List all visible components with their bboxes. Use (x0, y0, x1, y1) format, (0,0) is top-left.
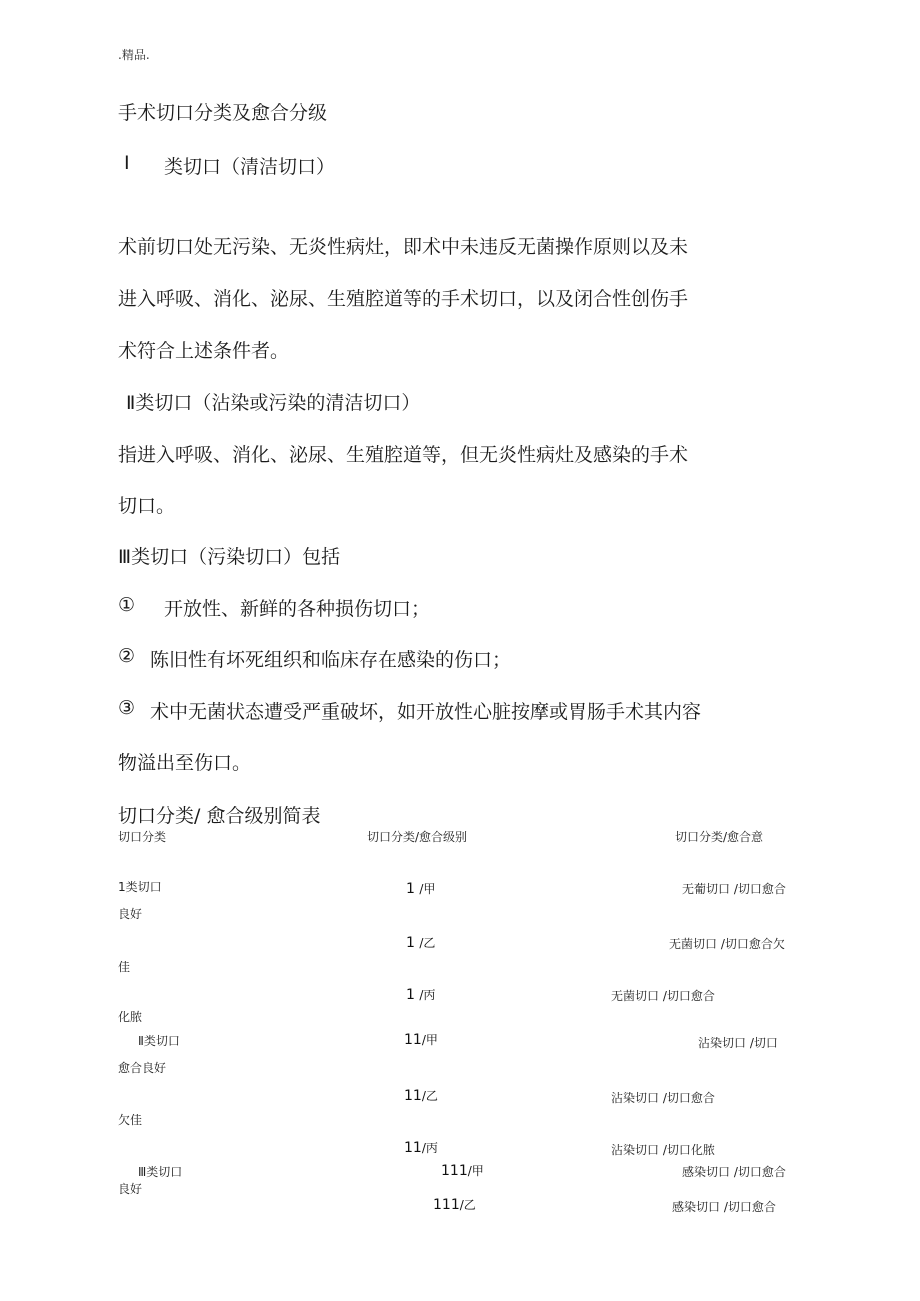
para1-line1: 术前切口处无污染、无炎性病灶，即术中未违反无菌操作原则以及未 (118, 236, 689, 258)
table-title: 切口分类/ 愈合级别简表 (118, 805, 321, 827)
row5-code: 11/乙 (404, 1088, 438, 1104)
item2-marker: ② (118, 645, 136, 667)
table-header-grade: 切口分类/愈合级别 (367, 830, 468, 844)
item3-marker: ③ (118, 697, 136, 719)
para2-line2: 切口。 (118, 495, 176, 517)
row3-desc: 无菌切口 /切口愈合 (611, 989, 715, 1003)
row4-code: 11/甲 (404, 1032, 438, 1048)
row2-desc-wrap: 佳 (118, 960, 131, 974)
page-title: 手术切口分类及愈合分级 (118, 102, 328, 124)
row7-desc-wrap: 良好 (118, 1182, 143, 1196)
item1-marker: ① (118, 594, 136, 616)
row7-desc: 感染切口 /切口愈合 (682, 1165, 786, 1179)
item2-text: 陈旧性有坏死组织和临床存在感染的伤口； (150, 649, 512, 671)
section1-heading: 类切口（清洁切口） (164, 156, 336, 178)
row8-code: 111/乙 (433, 1197, 476, 1213)
item1-text: 开放性、新鲜的各种损伤切口； (164, 598, 431, 620)
table-header-meaning: 切口分类/愈合意 (675, 830, 764, 844)
row1-code: 1 /甲 (406, 881, 436, 897)
row6-code: 11/丙 (404, 1140, 438, 1156)
row2-code: 1 /乙 (406, 935, 436, 951)
row7-code: 111/甲 (441, 1163, 484, 1179)
section3-heading: Ⅲ类切口（污染切口）包括 (118, 546, 341, 568)
item3-continuation: 物溢出至伤口。 (118, 752, 252, 774)
row2-desc: 无菌切口 /切口愈合欠 (669, 937, 785, 951)
para2-line1: 指进入呼吸、消化、泌尿、生殖腔道等，但无炎性病灶及感染的手术 (118, 444, 689, 466)
para1-line2: 进入呼吸、消化、泌尿、生殖腔道等的手术切口，以及闭合性创伤手 (118, 288, 689, 310)
row1-category: 1类切口 (118, 880, 162, 894)
section1-numeral: Ⅰ (124, 152, 130, 174)
item3-text: 术中无菌状态遭受严重破坏，如开放性心脏按摩或胃肠手术其内容 (150, 701, 702, 723)
row6-desc: 沾染切口 /切口化脓 (611, 1143, 715, 1157)
row1-desc-wrap: 良好 (118, 907, 143, 921)
para1-line3: 术符合上述条件者。 (118, 340, 290, 362)
table-header-category: 切口分类 (118, 830, 167, 844)
row4-desc-wrap: 愈合良好 (118, 1061, 167, 1075)
row1-desc: 无葡切口 /切口愈合 (682, 882, 786, 896)
row4-desc: 沾染切口 /切口 (698, 1036, 778, 1050)
row3-code: 1 /丙 (406, 987, 436, 1003)
section2-heading: Ⅱ类切口（沾染或污染的清洁切口） (126, 392, 421, 414)
row5-desc: 沾染切口 /切口愈合 (611, 1091, 715, 1105)
page-header: .精品. (118, 48, 150, 62)
row4-category: Ⅱ类切口 (138, 1034, 180, 1048)
row5-desc-wrap: 欠佳 (118, 1113, 143, 1127)
row7-category: Ⅲ类切口 (138, 1165, 183, 1179)
row8-desc: 感染切口 /切口愈合 (672, 1200, 776, 1214)
row3-desc-wrap: 化脓 (118, 1010, 143, 1024)
